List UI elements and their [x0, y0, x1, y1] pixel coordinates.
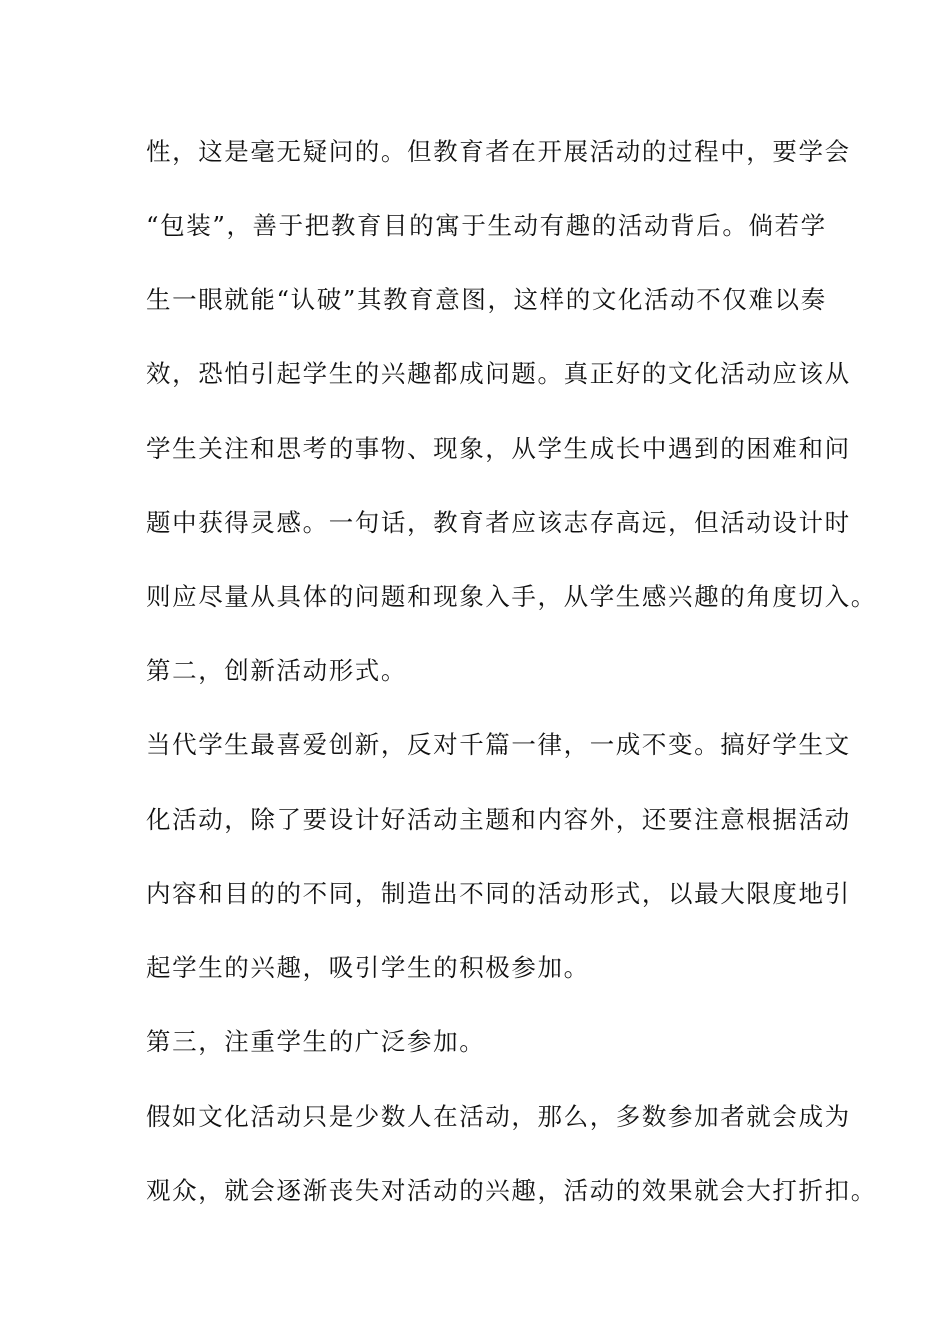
- text-line: 学生关注和思考的事物、现象，从学生成长中遇到的困难和问: [146, 434, 851, 463]
- section-heading: 第三，注重学生的广泛参加。: [146, 1027, 486, 1056]
- text-line: 假如文化活动只是少数人在活动，那么，多数参加者就会成为: [146, 1102, 851, 1131]
- text-line: 观众，就会逐渐丧失对活动的兴趣，活动的效果就会大打折扣。: [146, 1176, 877, 1205]
- text-line: 则应尽量从具体的问题和现象入手，从学生感兴趣的角度切入。: [146, 582, 877, 611]
- text-line: 题中获得灵感。一句话，教育者应该志存高远，但活动设计时: [146, 508, 851, 537]
- text-line: 化活动，除了要设计好活动主题和内容外，还要注意根据活动: [146, 805, 851, 834]
- text-line: 性，这是毫无疑问的。但教育者在开展活动的过程中，要学会: [146, 137, 851, 166]
- text-line: 当代学生最喜爱创新，反对千篇一律，一成不变。搞好学生文: [146, 730, 851, 759]
- text-line: 生一眼就能“认破”其教育意图，这样的文化活动不仅难以奏: [146, 285, 827, 314]
- text-line: 内容和目的的不同，制造出不同的活动形式，以最大限度地引: [146, 879, 851, 908]
- text-line: 效，恐怕引起学生的兴趣都成问题。真正好的文化活动应该从: [146, 359, 851, 388]
- text-line: 起学生的兴趣，吸引学生的积极参加。: [146, 953, 590, 982]
- section-heading: 第二，创新活动形式。: [146, 656, 407, 685]
- text-line: “包装”，善于把教育目的寓于生动有趣的活动背后。倘若学: [146, 211, 827, 240]
